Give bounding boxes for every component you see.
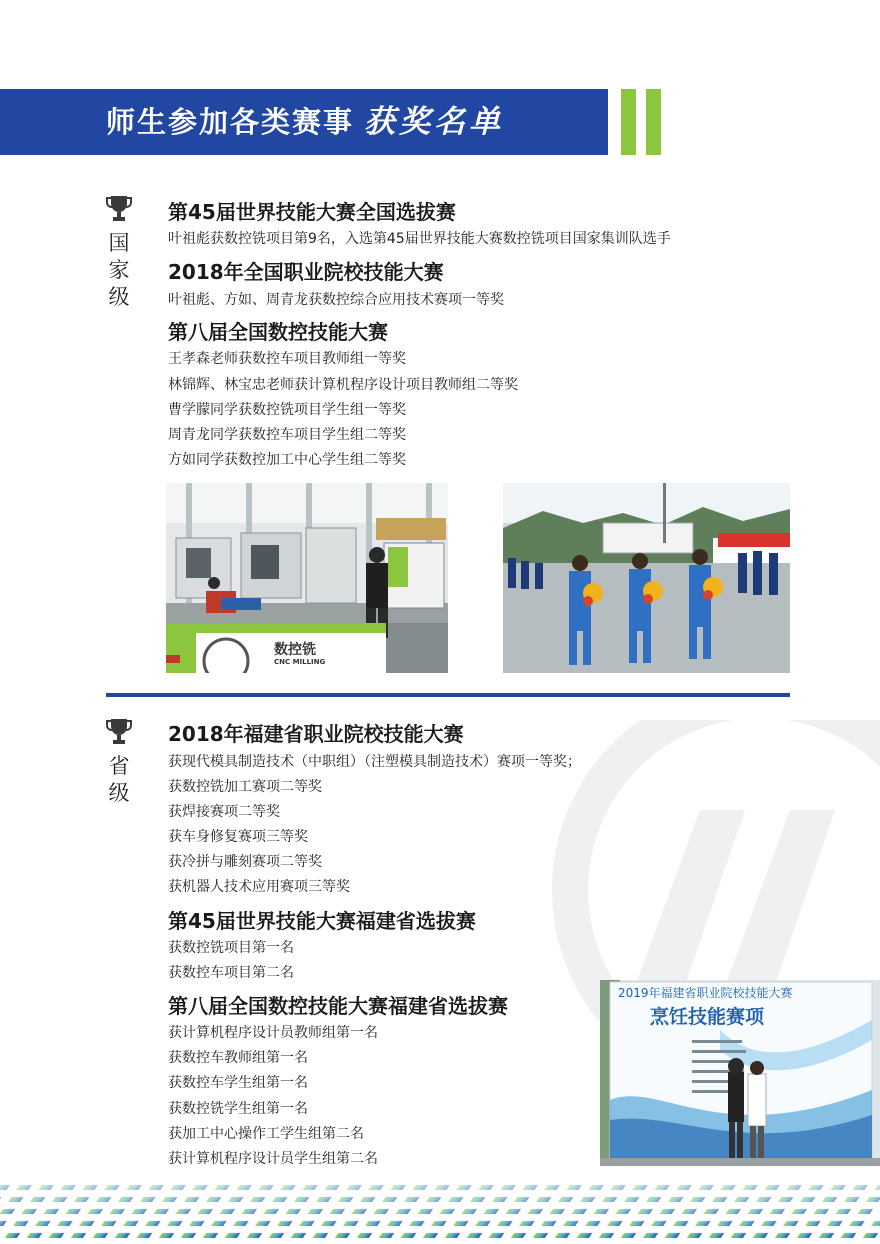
board-title-text: 2019年福建省职业院校技能大赛 (618, 986, 793, 1000)
award-line: 方如同学获数控加工中心学生组二等奖 (168, 452, 406, 468)
trophy-icon (106, 717, 132, 747)
accent-bar (621, 89, 636, 155)
national-level-label: 国家级 (108, 231, 130, 309)
award-line: 获现代模具制造技术（中职组）（注塑模具制造技术）赛项一等奖； (168, 754, 581, 770)
award-line: 叶祖彪获数控铣项目第9名，入选第45届世界技能大赛数控铣项目国家集训队选手 (168, 231, 671, 247)
page-title-main: 师生参加各类赛事 (106, 105, 355, 139)
award-line: 获加工中心操作工学生组第二名 (168, 1126, 364, 1142)
award-line: 叶祖彪、方如、周青龙获数控综合应用技术赛项一等奖 (168, 292, 504, 308)
national-level-marker (104, 194, 134, 311)
bottom-pattern (0, 1182, 880, 1244)
award-line: 曹学朦同学获数控铣项目学生组一等奖 (168, 402, 406, 418)
section-heading: 第45届世界技能大赛福建省选拔赛 (168, 909, 476, 933)
award-line: 获冷拼与雕刻赛项二等奖 (168, 854, 322, 870)
award-line: 获数控车项目第二名 (168, 965, 294, 981)
award-line: 获数控车教师组第一名 (168, 1050, 308, 1066)
watermark-logo (540, 720, 880, 1020)
provincial-level-label: 省级 (108, 754, 130, 805)
board-main-text: 烹饪技能赛项 (650, 1006, 765, 1028)
award-line: 获数控铣加工赛项二等奖 (168, 779, 322, 795)
cnc-sign-subtext: CNC MILLING (274, 658, 326, 666)
award-line: 获数控铣学生组第一名 (168, 1101, 308, 1117)
accent-bar (646, 89, 661, 155)
award-line: 获计算机程序设计员教师组第一名 (168, 1025, 378, 1041)
award-line: 获车身修复赛项三等奖 (168, 829, 308, 845)
cnc-competition-photo (166, 483, 448, 673)
trophy-icon (106, 194, 132, 224)
award-line: 获数控铣项目第一名 (168, 940, 294, 956)
section-heading: 2018年全国职业院校技能大赛 (168, 260, 444, 284)
cooking-competition-photo (600, 980, 880, 1166)
section-heading: 第八届全国数控技能大赛福建省选拔赛 (168, 994, 508, 1018)
page-title-script: 获奖名单 (364, 104, 505, 140)
award-line: 获焊接赛项二等奖 (168, 804, 280, 820)
section-heading: 第45届世界技能大赛全国选拔赛 (168, 200, 456, 224)
title-banner (0, 89, 608, 155)
page-title (106, 89, 504, 155)
award-line: 王孝森老师获数控车项目教师组一等奖 (168, 351, 406, 367)
award-celebration-photo (503, 483, 790, 673)
award-line: 获数控车学生组第一名 (168, 1075, 308, 1091)
award-line: 周青龙同学获数控车项目学生组二等奖 (168, 427, 406, 443)
award-line: 获机器人技术应用赛项三等奖 (168, 879, 350, 895)
provincial-level-marker (104, 717, 134, 807)
section-divider (106, 693, 790, 697)
award-line: 获计算机程序设计员学生组第二名 (168, 1151, 378, 1167)
cnc-sign-text: 数控铣 (274, 642, 316, 658)
award-line: 林锦辉、林宝忠老师获计算机程序设计项目教师组二等奖 (168, 377, 518, 393)
section-heading: 2018年福建省职业院校技能大赛 (168, 722, 464, 746)
section-heading: 第八届全国数控技能大赛 (168, 320, 388, 344)
